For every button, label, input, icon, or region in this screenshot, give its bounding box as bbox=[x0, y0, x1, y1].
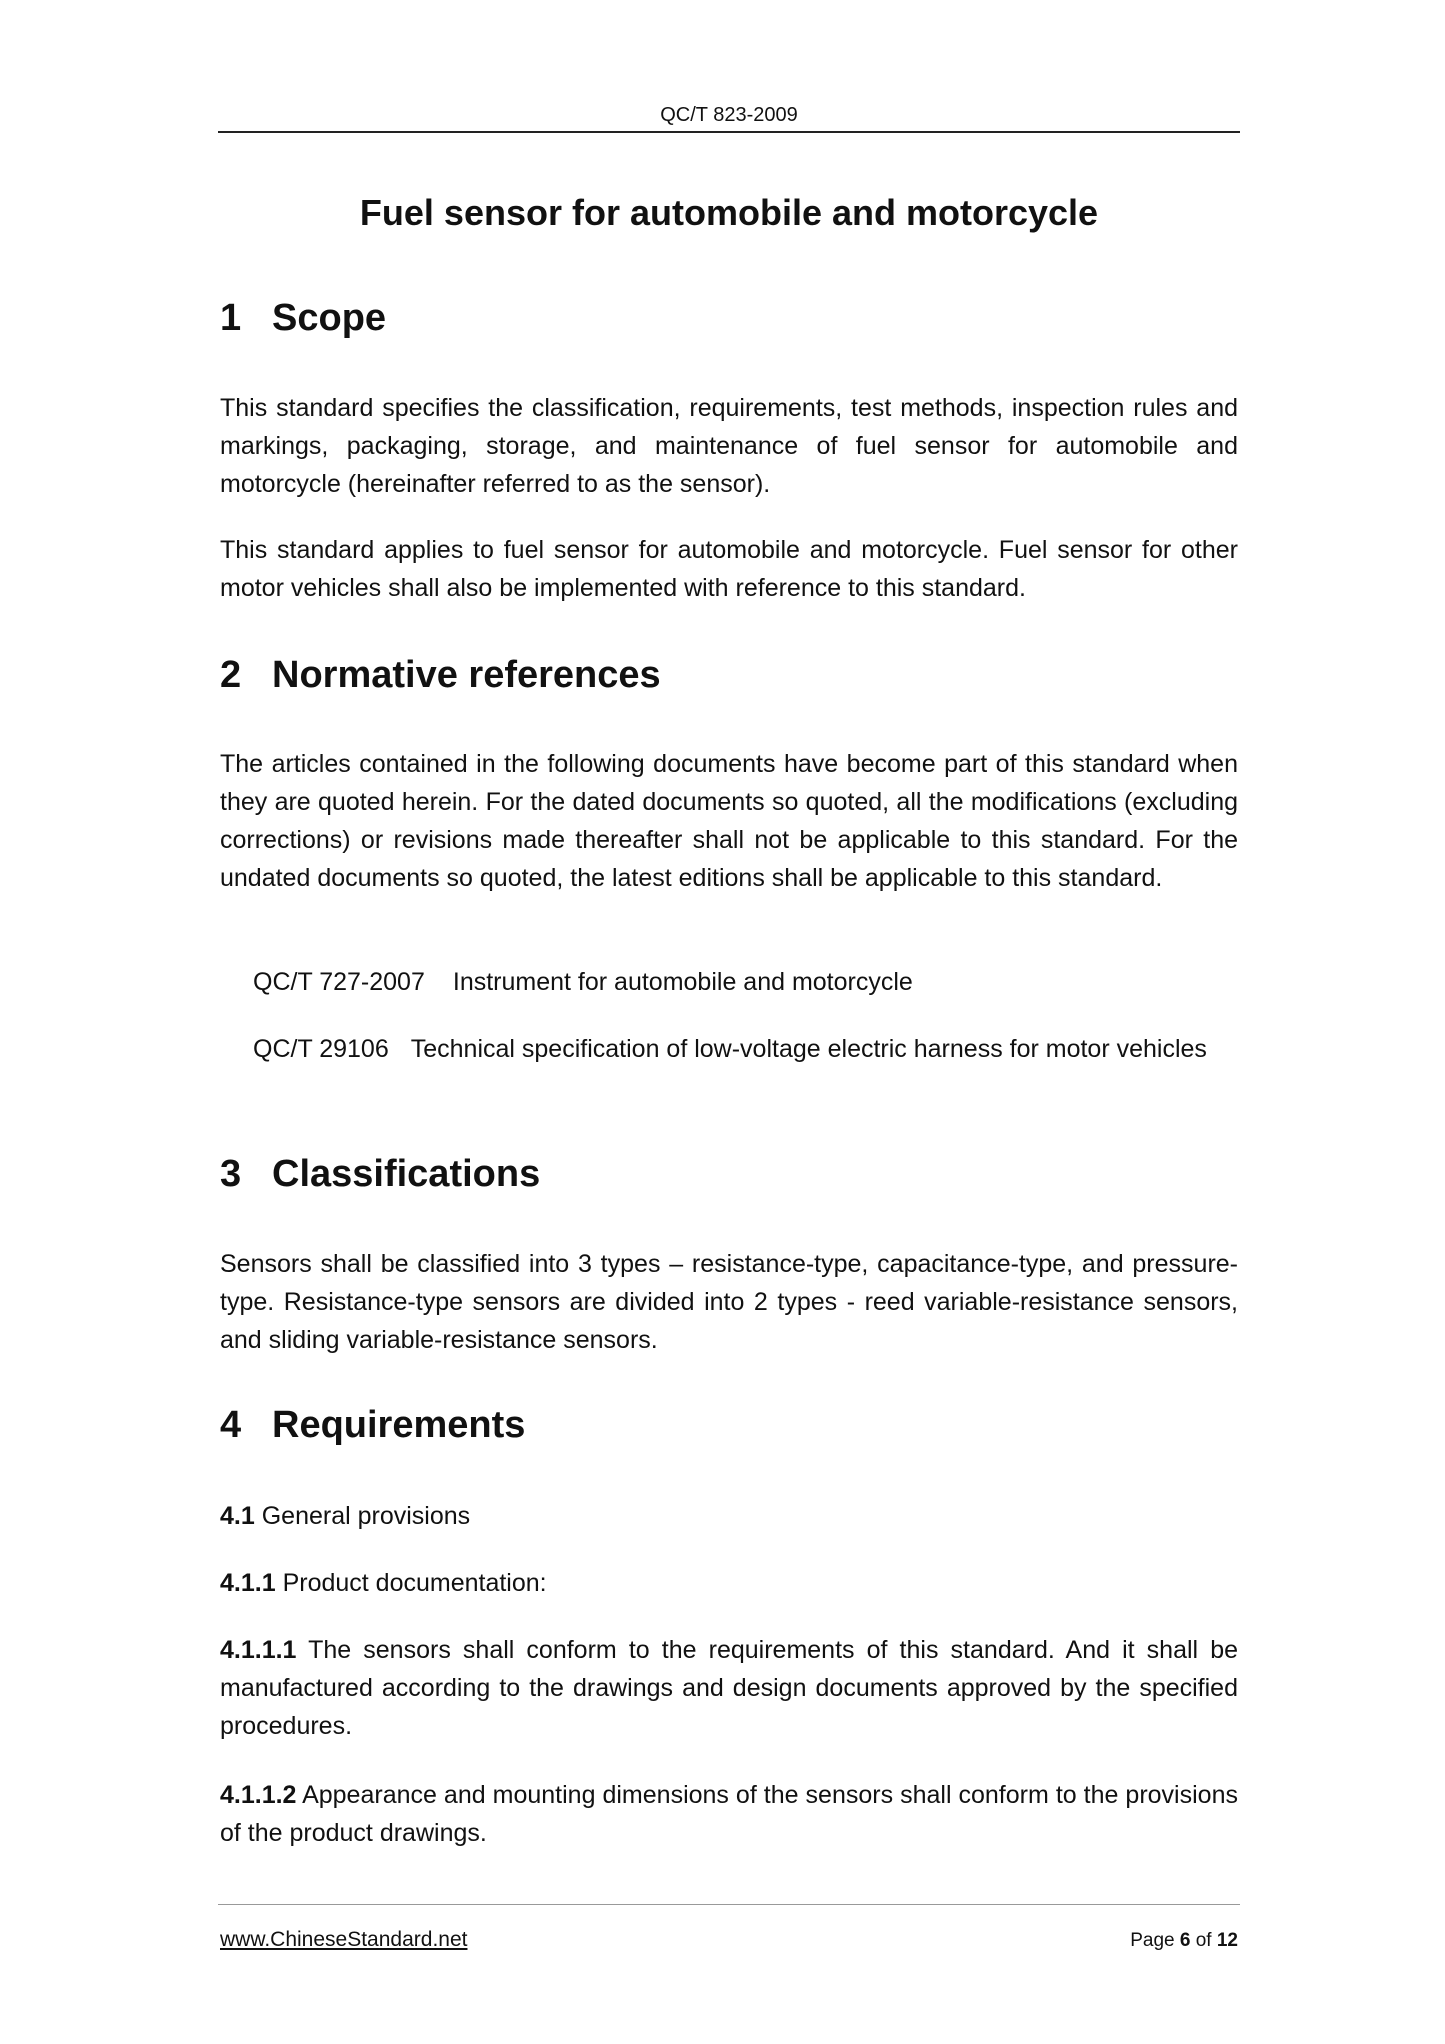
clause-text: General provisions bbox=[261, 1502, 471, 1530]
reference-code: QC/T 29106 bbox=[253, 1035, 389, 1063]
clause-number: 4.1.1.2 bbox=[220, 1781, 297, 1809]
section-number: 2 bbox=[220, 654, 242, 696]
clause-4-1 bbox=[220, 1497, 1238, 1535]
clause-text: Product documentation: bbox=[282, 1569, 547, 1597]
section-heading-scope bbox=[220, 297, 386, 340]
header-rule bbox=[218, 131, 1240, 133]
section-number: 3 bbox=[220, 1153, 242, 1195]
page-total: 12 bbox=[1216, 1930, 1238, 1951]
section-title: Classifications bbox=[272, 1153, 541, 1195]
scope-paragraph-1: This standard specifies the classification, requirements, test methods, inspection rules and markings, packaging, storage, and maintenance of fuel sensor for automobile and motorcycle (hereinafter referred to as the sensor). bbox=[220, 394, 1238, 498]
clause-text: Appearance and mounting dimensions of the sensors shall conform to the provisions of the product drawings. bbox=[220, 1781, 1238, 1847]
reference-item bbox=[253, 1030, 1238, 1068]
clause-4-1-1-1 bbox=[220, 1631, 1238, 1745]
section-heading-requirements bbox=[220, 1404, 525, 1447]
reference-code: QC/T 727-2007 bbox=[253, 968, 425, 996]
clause-number: 4.1 bbox=[220, 1502, 255, 1530]
document-title: Fuel sensor for automobile and motorcycle bbox=[359, 192, 1099, 233]
reference-title: Instrument for automobile and motorcycle bbox=[452, 968, 913, 996]
reference-item bbox=[253, 963, 1238, 1001]
section-heading-normative-references bbox=[220, 654, 661, 697]
classifications-paragraph: Sensors shall be classified into 3 types – resistance-type, capacitance-type, and pressure-type. Resistance-type sensors are divided into 2 types - reed variable-resistance sensors, and sliding variable-resistance sensors. bbox=[220, 1250, 1238, 1354]
section-title: Normative references bbox=[272, 654, 661, 696]
section-heading-classifications bbox=[220, 1153, 540, 1196]
clause-text: The sensors shall conform to the requirements of this standard. And it shall be manufactured according to the drawings and design documents approved by the specified procedures. bbox=[220, 1636, 1239, 1740]
page-current: 6 bbox=[1179, 1930, 1191, 1951]
page-number bbox=[1130, 1930, 1238, 1952]
footer-website-link[interactable]: www.ChineseStandard.net bbox=[220, 1928, 468, 1951]
page-prefix: Page bbox=[1130, 1930, 1175, 1951]
normative-references-paragraph: The articles contained in the following documents have become part of this standard when they are quoted herein. For the dated documents so quoted, all the modifications (excluding corrections) or revisions made thereafter shall not be applicable to this standard. For the undated documents so quoted, the latest editions shall be applicable to this standard. bbox=[220, 750, 1238, 892]
reference-title: Technical specification of low-voltage electric harness for motor vehicles bbox=[410, 1035, 1207, 1063]
section-number: 4 bbox=[220, 1404, 242, 1446]
page-of: of bbox=[1195, 1930, 1212, 1951]
clause-4-1-1 bbox=[220, 1564, 1238, 1602]
section-title: Scope bbox=[272, 297, 387, 339]
section-title: Requirements bbox=[272, 1404, 526, 1446]
section-number: 1 bbox=[220, 297, 242, 339]
running-header: QC/T 823-2009 bbox=[660, 104, 798, 126]
footer-rule bbox=[218, 1904, 1240, 1905]
clause-number: 4.1.1 bbox=[220, 1569, 276, 1597]
scope-paragraph-2: This standard applies to fuel sensor for automobile and motorcycle. Fuel sensor for other motor vehicles shall also be implemented with reference to this standard. bbox=[220, 536, 1238, 602]
clause-number: 4.1.1.1 bbox=[220, 1636, 297, 1664]
clause-4-1-1-2 bbox=[220, 1776, 1238, 1852]
